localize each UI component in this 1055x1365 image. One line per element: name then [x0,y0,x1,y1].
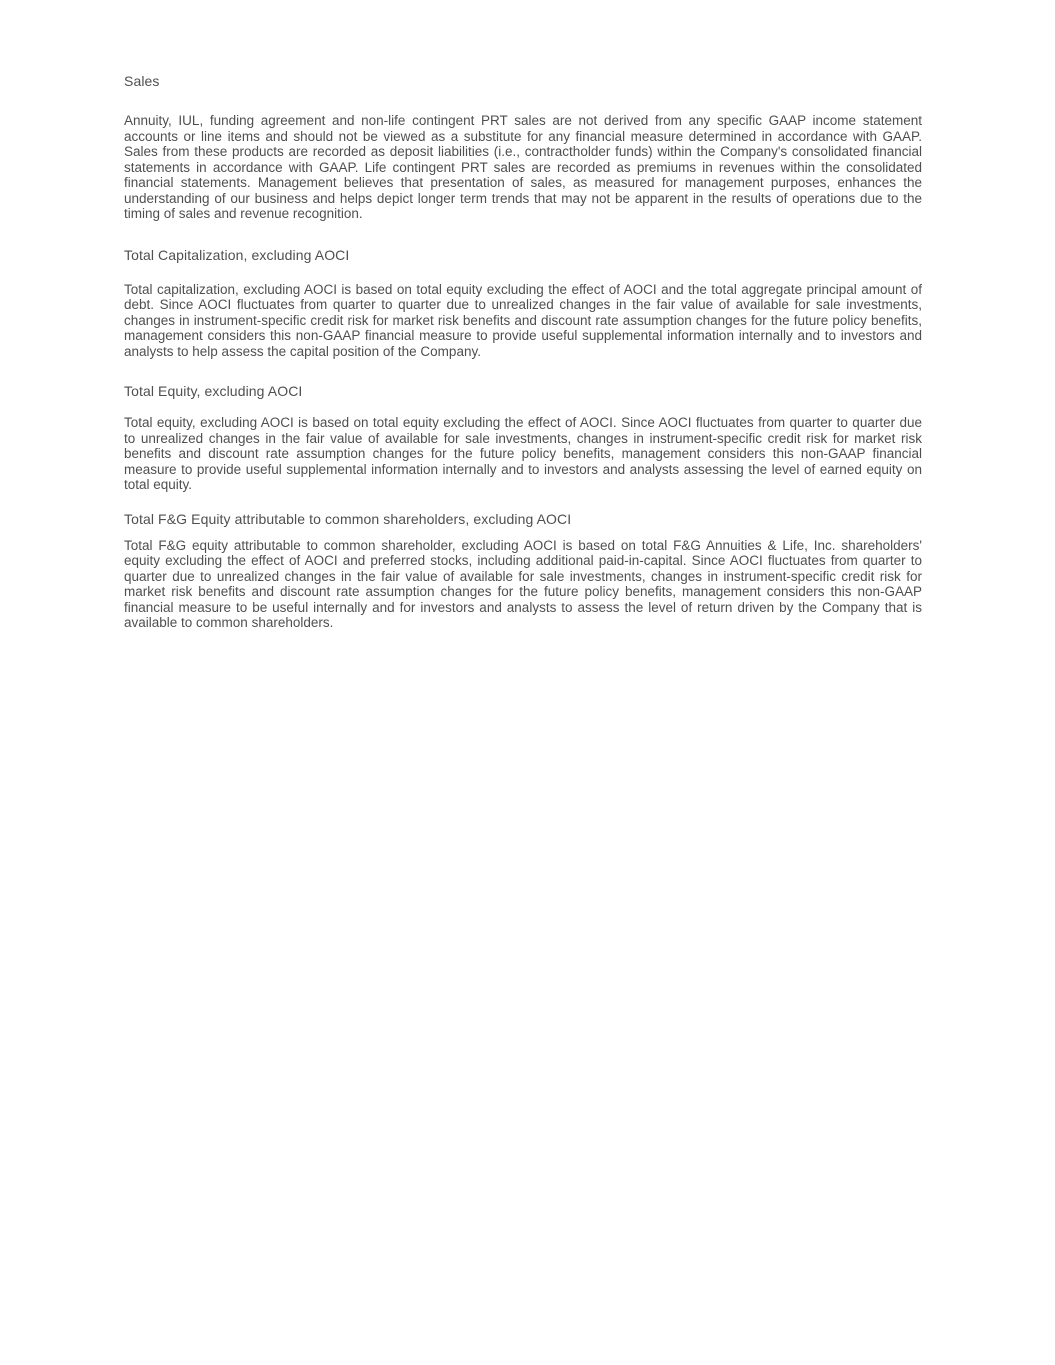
section-heading-sales: Sales [124,73,160,89]
section-heading-total-capitalization: Total Capitalization, excluding AOCI [124,246,350,263]
section-heading-total-equity: Total Equity, excluding AOCI [124,383,303,399]
document-content [124,73,922,631]
section-heading-fg-equity: Total F&G Equity attributable to common shareholders, excluding AOCI [124,510,572,527]
section-paragraph-sales: Annuity, IUL, funding agreement and non-life contingent PRT sales are not derived from any specific GAAP income statement accounts or line items and should not be viewed as a substitute for any financial measure determined in accordance with GAAP. Sales from these products are recorded as deposit liabilities (i.e., contractholder funds) within the Company's consolidated financial statements in accordance with GAAP. Life contingent PRT sales are recorded as premiums in revenues within the consolidated financial statements. Management believes that presentation of sales, as measured for management purposes, enhances the understanding of our business and helps depict longer term trends that may not be apparent in the results of operations due to the timing of sales and revenue recognition. [124,113,922,221]
section-paragraph-fg-equity: Total F&G equity attributable to common shareholder, excluding AOCI is based on total F&G Annuities & Life, Inc. shareholders' equity excluding the effect of AOCI and preferred stocks, including additional paid-in-capital. Since AOCI fluctuates from quarter to quarter due to unrealized changes in the fair value of available for sale investments, changes in instrument-specific credit risk for market risk benefits and discount rate assumption changes for the future policy benefits, management considers this non-GAAP financial measure to be useful internally and for investors and analysts to assess the level of return driven by the Company that is available to common shareholders. [124,537,922,630]
section-paragraph-total-capitalization: Total capitalization, excluding AOCI is based on total equity excluding the effect of AOCI and the total aggregate principal amount of debt. Since AOCI fluctuates from quarter to quarter due to unrealized changes in the fair value of available for sale investments, changes in instrument-specific credit risk for market risk benefits and discount rate assumption changes for the future policy benefits, management considers this non-GAAP financial measure to provide useful supplemental information internally and to investors and analysts to help assess the capital position of the Company. [124,281,922,359]
section-paragraph-total-equity: Total equity, excluding AOCI is based on total equity excluding the effect of AOCI. Since AOCI fluctuates from quarter to quarter due to unrealized changes in the fair value of available for sale investments, changes in instrument-specific credit risk for market risk benefits and discount rate assumption changes for the future policy benefits, management considers this non-GAAP financial measure to provide useful supplemental information internally and to investors and analysts assessing the level of earned equity on total equity. [124,415,922,492]
